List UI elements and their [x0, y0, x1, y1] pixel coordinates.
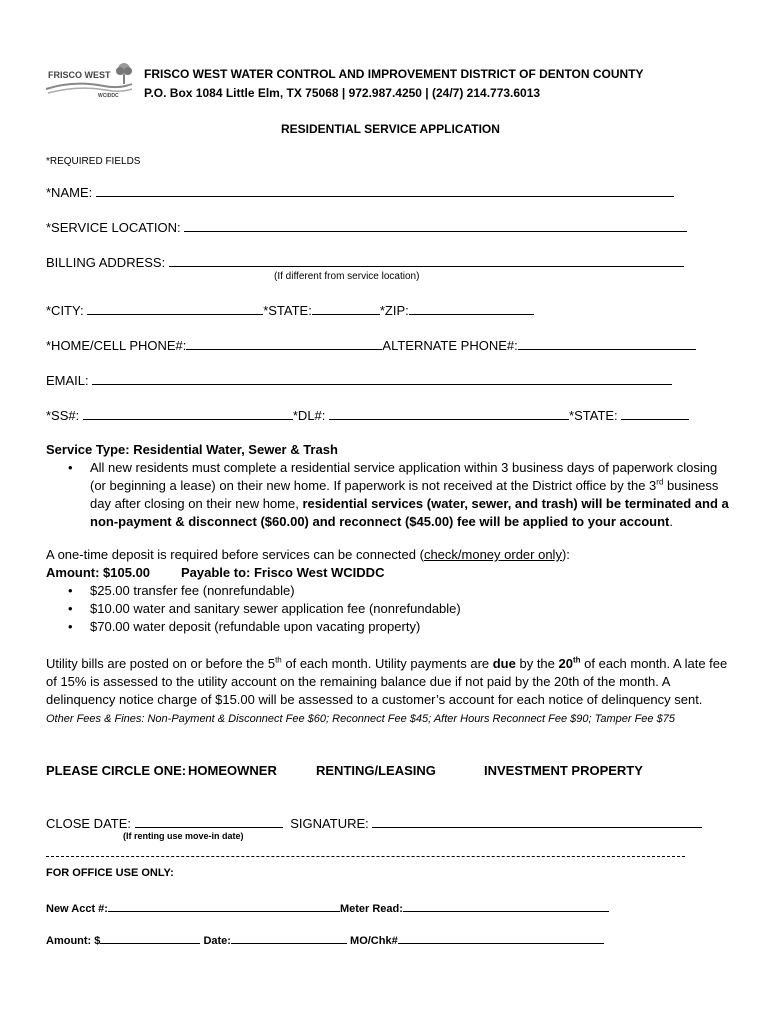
close-hint: (If renting use move-in date) — [123, 831, 244, 841]
deposit-item: • $25.00 transfer fee (nonrefundable) — [46, 582, 730, 600]
office-acct-row — [46, 901, 609, 915]
meter-read-label: Meter Read: — [339, 903, 403, 915]
billing-address-input-line[interactable] — [169, 254, 684, 267]
state-input-line[interactable] — [312, 302, 380, 315]
deposit-amount: Amount: $105.00 — [46, 565, 151, 580]
form-title: RESIDENTIAL SERVICE APPLICATION — [281, 122, 500, 136]
office-amount-row — [46, 933, 604, 947]
email-label: EMAIL: — [46, 373, 89, 388]
district-logo — [44, 62, 134, 102]
service-bullet-bold: residential services (water, sewer, and trash) will be terminated and a non-payment & disconnect ($60.00) and reconnect ($45.00) fee will be applied to your account — [90, 496, 729, 529]
phone-row — [46, 337, 696, 353]
city-state-zip-row — [46, 302, 534, 318]
circle-label: PLEASE CIRCLE ONE: — [46, 763, 187, 778]
ss-input-line[interactable] — [83, 407, 293, 420]
dl-state-label: *STATE: — [569, 408, 618, 423]
ss-label: *SS#: — [46, 408, 80, 423]
city-input-line[interactable] — [87, 302, 263, 315]
deposit-intro-text: A one-time deposit is required before services can be connected ( — [46, 547, 424, 562]
service-location-label: *SERVICE LOCATION: — [46, 220, 181, 235]
home-phone-input-line[interactable] — [186, 337, 382, 350]
service-location-input-line[interactable] — [184, 219, 687, 232]
close-signature-row — [46, 815, 702, 831]
tree-logo-icon — [44, 62, 134, 102]
billing-hint: (If different from service location) — [274, 271, 420, 282]
deposit-item: • $10.00 water and sanitary sewer application fee (nonrefundable) — [46, 600, 730, 618]
office-amount-label: Amount: $ — [46, 935, 101, 947]
logo-text: FRISCO WEST — [48, 70, 111, 80]
deposit-payable: Payable to: Frisco West WCIDDC — [181, 565, 385, 580]
deposit-item: • $70.00 water deposit (refundable upon vacating property) — [46, 618, 730, 636]
billing-due: due — [492, 656, 516, 671]
name-input-line[interactable] — [96, 184, 674, 197]
billing-sup-2: th — [572, 655, 581, 665]
deposit-items — [46, 582, 730, 636]
email-row — [46, 372, 672, 388]
zip-input-line[interactable] — [409, 302, 534, 315]
close-date-label: CLOSE DATE: — [46, 816, 132, 831]
dl-input-line[interactable] — [329, 407, 569, 420]
option-investment[interactable]: INVESTMENT PROPERTY — [484, 763, 643, 778]
billing-info — [46, 655, 732, 709]
zip-label: *ZIP: — [379, 303, 409, 318]
service-bullet-text-1: All new residents must complete a residential service application within 3 business days of paperwork closing (or beginning a lease) on their new home. If paperwork is not received at the District office by the 3 — [90, 460, 718, 493]
billing-sup-1: th — [275, 655, 282, 665]
contact-line: P.O. Box 1084 Little Elm, TX 75068 | 972.987.4250 | (24/7) 214.773.6013 — [144, 86, 541, 100]
office-amount-input-line[interactable] — [100, 933, 200, 944]
meter-read-input-line[interactable] — [403, 901, 609, 912]
billing-text-2: of each month. Utility payments are — [281, 656, 493, 671]
option-homeowner[interactable]: HOMEOWNER — [188, 763, 277, 778]
other-fees: Other Fees & Fines: Non-Payment & Disconnect Fee $60; Reconnect Fee $45; After Hours Reconnect Fee $90; Tamper Fee $75 — [46, 713, 675, 725]
close-date-input-line[interactable] — [135, 815, 283, 828]
email-input-line[interactable] — [92, 372, 672, 385]
mo-chk-input-line[interactable] — [398, 933, 604, 944]
billing-day: 20 — [558, 656, 573, 671]
billing-text-3: by the — [515, 656, 559, 671]
deposit-method: check/money order only — [423, 547, 562, 562]
required-note: *REQUIRED FIELDS — [46, 156, 141, 167]
service-bullet-block — [46, 459, 730, 531]
signature-label: SIGNATURE: — [290, 816, 369, 831]
service-bullet-text-2: business day after closing on their new home, — [90, 478, 719, 511]
option-renting[interactable]: RENTING/LEASING — [316, 763, 436, 778]
name-row — [46, 184, 674, 200]
office-divider — [46, 856, 685, 857]
office-date-label: Date: — [203, 935, 231, 947]
ss-dl-row — [46, 407, 689, 423]
alt-phone-input-line[interactable] — [518, 337, 696, 350]
service-bullet-end: . — [669, 514, 673, 529]
alt-phone-label: ALTERNATE PHONE#: — [382, 338, 518, 353]
dl-label: *DL#: — [292, 408, 326, 423]
deposit-intro-end: ): — [561, 547, 570, 562]
billing-address-label: BILLING ADDRESS: — [46, 255, 166, 270]
billing-text-1: Utility bills are posted on or before the 5 — [46, 656, 276, 671]
service-heading: Service Type: Residential Water, Sewer & Trash — [46, 442, 338, 457]
org-name: FRISCO WEST WATER CONTROL AND IMPROVEMENT DISTRICT OF DENTON COUNTY — [144, 67, 644, 81]
deposit-intro — [46, 547, 570, 562]
service-bullet-sup: rd — [656, 477, 664, 487]
state-label: *STATE: — [263, 303, 312, 318]
city-label: *CITY: — [46, 303, 84, 318]
billing-text-4: of each month. A late fee of 15% is assessed to the utility account on the remaining balance due if not paid by the 20th of the month. A delinquency notice charge of $15.00 will be assessed to a customer’s account for each notice of delinquency sent. — [46, 656, 728, 707]
service-location-row — [46, 219, 687, 235]
service-bullet — [46, 459, 730, 531]
dl-state-input-line[interactable] — [621, 407, 689, 420]
mo-chk-label: MO/Chk# — [350, 935, 398, 947]
logo-subtext: WCIDDC — [98, 93, 119, 99]
office-heading: FOR OFFICE USE ONLY: — [46, 867, 174, 879]
new-acct-label: New Acct #: — [46, 903, 108, 915]
office-date-input-line[interactable] — [231, 933, 347, 944]
name-label: *NAME: — [46, 185, 93, 200]
new-acct-input-line[interactable] — [108, 901, 340, 912]
billing-address-row — [46, 254, 684, 270]
home-phone-label: *HOME/CELL PHONE#: — [46, 338, 187, 353]
signature-input-line[interactable] — [372, 815, 702, 828]
